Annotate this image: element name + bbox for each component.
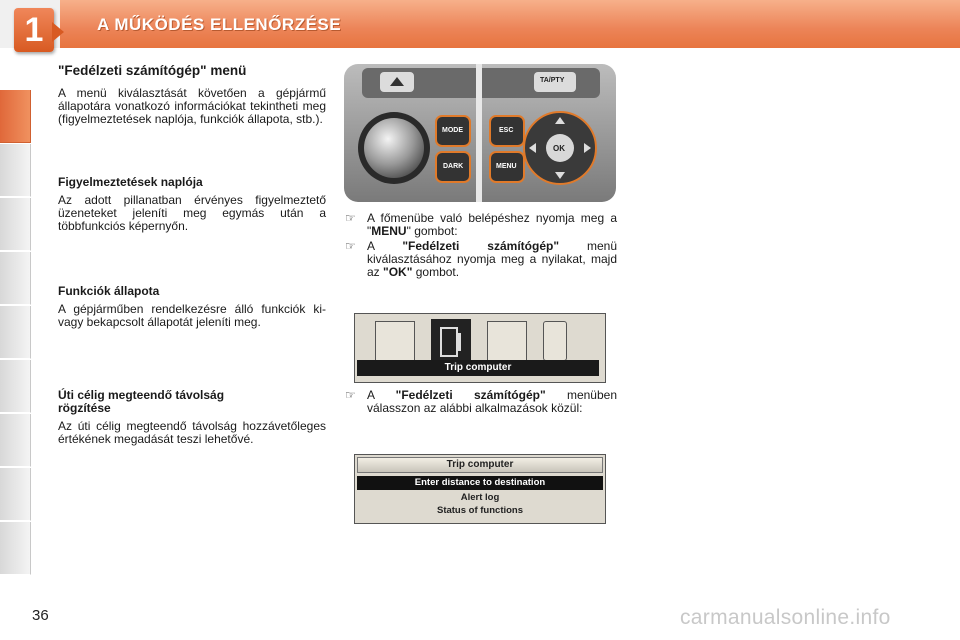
mode-button-label: MODE bbox=[442, 127, 463, 134]
section-text: Az adott pillanatban érvényes figyelmeztető üzeneteket jeleníti meg egymás után a többfunkciós képernyőn. bbox=[58, 193, 326, 233]
section-text: Az úti célig megteendő távolság hozzávetőleges értékének megadását teszi lehetővé. bbox=[58, 419, 326, 446]
side-tab-chapter-8[interactable] bbox=[0, 468, 31, 521]
chapter-title: A MŰKÖDÉS ELLENŐRZÉSE bbox=[97, 15, 342, 34]
settings-sliders-icon bbox=[487, 321, 527, 361]
side-tab-chapter-5[interactable] bbox=[0, 306, 31, 359]
fuel-pump-icon bbox=[431, 319, 471, 365]
mobile-phone-icon bbox=[543, 321, 567, 361]
side-tab-chapter-3[interactable] bbox=[0, 198, 31, 251]
section-distance bbox=[58, 389, 326, 446]
dark-button-label: DARK bbox=[443, 163, 464, 170]
page-header bbox=[0, 0, 960, 58]
side-tabs bbox=[0, 60, 32, 580]
instruction-2: ☞ A "Fedélzeti számítógép" menü kiválasztásához nyomja meg a nyilakat, majd az "OK" gombot. bbox=[345, 239, 617, 279]
instruction-3: ☞ A "Fedélzeti számítógép" menüben válasszon az alábbi alkalmazások közül: bbox=[345, 388, 617, 415]
instruction-1: ☞ A főmenübe való belépéshez nyomja meg a "MENU" gombot: bbox=[345, 211, 617, 238]
section-text: A gépjárműben rendelkezésre álló funkciók ki- vagy bekapcsolt állapotát jeleníti meg. bbox=[58, 302, 326, 329]
menu-button-label: MENU bbox=[496, 163, 517, 170]
display-main-menu bbox=[354, 313, 606, 383]
menu-item: Status of functions bbox=[436, 505, 524, 516]
chapter-number: 1 bbox=[14, 8, 54, 52]
pointing-hand-icon: ☞ bbox=[345, 211, 356, 225]
esc-button-label: ESC bbox=[499, 127, 514, 134]
music-note-icon bbox=[375, 321, 415, 361]
side-tab-chapter-6[interactable] bbox=[0, 360, 31, 413]
section-title: "Fedélzeti számítógép" menü bbox=[58, 63, 247, 78]
section-heading: Figyelmeztetések naplója bbox=[58, 175, 203, 189]
watermark: carmanualsonline.info bbox=[680, 606, 891, 629]
side-tab-chapter-4[interactable] bbox=[0, 252, 31, 305]
section-alert-log bbox=[58, 176, 326, 233]
side-tab-chapter-9[interactable] bbox=[0, 522, 31, 575]
menu-selection-label: Trip computer bbox=[357, 360, 599, 376]
menu-item: Alert log bbox=[460, 492, 500, 503]
side-tab-chapter-2[interactable] bbox=[0, 144, 31, 197]
page-number: 36 bbox=[32, 607, 49, 624]
intro-text: A menü kiválasztását követően a gépjármű állapotára vonatkozó információkat tekintheti meg (figyelmeztetések naplója, funkciók állapota, stb.). bbox=[58, 86, 326, 126]
menu-title: Trip computer bbox=[357, 457, 603, 473]
section-heading: Úti célig megteendő távolság rögzítése bbox=[58, 388, 225, 415]
side-tab-chapter-7[interactable] bbox=[0, 414, 31, 467]
display-trip-computer-menu bbox=[354, 454, 606, 524]
menu-item-selected: Enter distance to destination bbox=[357, 476, 603, 490]
side-tab-chapter-1[interactable] bbox=[0, 90, 31, 143]
pointing-hand-icon: ☞ bbox=[345, 388, 356, 402]
section-status-functions bbox=[58, 285, 326, 329]
pointing-hand-icon: ☞ bbox=[345, 239, 356, 253]
section-heading: Funkciók állapota bbox=[58, 284, 160, 298]
left-column bbox=[58, 64, 326, 126]
ta-pty-button-label: TA/PTY bbox=[540, 77, 565, 84]
radio-console-image bbox=[344, 64, 616, 202]
menu-keyword: MENU bbox=[371, 224, 407, 238]
ok-button-label: OK bbox=[553, 144, 565, 153]
